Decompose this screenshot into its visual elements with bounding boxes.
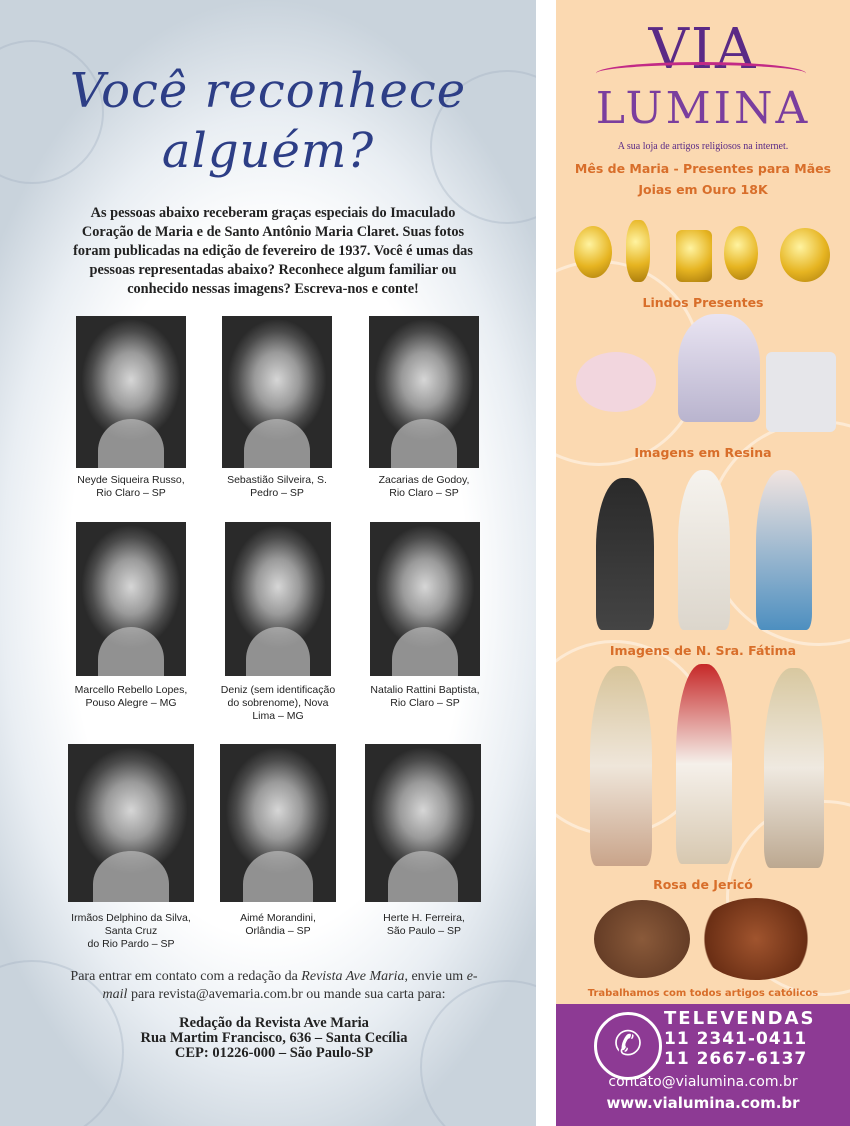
person-photo [370,522,480,676]
gift-item-icon [766,352,836,432]
mailing-address: Redação da Revista Ave Maria Rua Martim Francisco, 636 – Santa Cecília CEP: 01226-000 – São Paulo-SP [140,1015,408,1061]
person-photo [369,316,479,468]
person-photo [76,316,186,468]
phone-number-1[interactable]: 11 2341-0411 [664,1029,808,1049]
logo-via: VIA [648,17,758,82]
rose-of-jericho-open [696,898,816,980]
via-lumina-ad[interactable] [556,0,850,1126]
fatima-statue [676,664,732,864]
fatima-statue [590,666,652,866]
ad-email-link[interactable]: contato@vialumina.com.br [608,1074,798,1090]
fatima-statue [678,470,730,630]
person-caption: Zacarias de Godoy, Rio Claro – SP [378,474,470,499]
person-caption: Natalio Rattini Baptista, Rio Claro – SP [370,684,480,709]
person-photo [76,522,186,676]
logo-swoosh [596,62,806,85]
person-photo [220,744,336,902]
person-caption: Marcello Rebello Lopes, Pouso Alegre – MG [74,684,188,709]
article-title-line1: Você reconhece [69,63,467,119]
gold-medal-icon [574,226,612,278]
section-rose: Rosa de Jericó [653,877,753,892]
ad-footer-note: Trabalhamos com todos artigos católicos [587,988,819,999]
phone-icon: ✆ [594,1012,662,1080]
contact-text: Para entrar em contato com a redação da Revista Ave Maria, envie um e-mail para revista@avemaria.com.br ou mande sua carta para: [70,969,478,1002]
article-title-line2: alguém? [161,123,375,179]
gold-medal-icon [780,228,830,282]
fatima-statue [764,668,824,868]
person-caption: Aimé Morandini, Orlândia – SP [240,912,316,937]
person-caption: Neyde Siqueira Russo, Rio Claro – SP [77,474,185,499]
televendas-label: TELEVENDAS [664,1008,816,1029]
phone-number-2[interactable]: 11 2667-6137 [664,1049,808,1069]
gold-medal-icon [676,230,712,282]
sacred-heart-statue [756,470,812,630]
saint-statue [596,478,654,630]
person-photo [365,744,481,902]
mary-bust-statue [678,314,760,422]
rosary-box-icon [576,352,656,412]
person-caption: Sebastião Silveira, S. Pedro – SP [227,474,327,499]
logo-lumina: LUMINA [595,83,811,134]
gold-pendant-icon [626,220,650,282]
article-intro: As pessoas abaixo receberam graças especiais do Imaculado Coração de Maria e de Santo Antônio Maria Claret. Suas fotos foram publicadas na edição de fevereiro de 1937. Você é umas das pessoas representadas abaixo? Reconhece algum familiar ou conhecido nessas imagens? Escreva-nos e conte! [73,205,473,297]
gold-medal-icon [724,226,758,280]
ad-tagline: A sua loja de artigos religiosos na internet. [617,141,789,152]
rose-of-jericho-dry [594,900,690,978]
person-caption: Herte H. Ferreira, São Paulo – SP [383,912,465,937]
ad-website-link[interactable]: www.vialumina.com.br [606,1094,800,1112]
section-resin: Imagens em Resina [634,445,772,460]
section-gifts: Lindos Presentes [642,295,764,310]
person-photo [225,522,331,676]
group-photo [68,744,194,902]
person-photo [222,316,332,468]
ad-subheadline: Joias em Ouro 18K [638,182,768,197]
person-caption: Deniz (sem identificação do sobrenome), Nova Lima – MG [220,684,336,722]
section-fatima: Imagens de N. Sra. Fátima [609,643,797,658]
person-caption: Irmãos Delphino da Silva, Santa Cruz do Rio Pardo – SP [71,912,191,950]
ad-headline: Mês de Maria - Presentes para Mães [574,161,832,176]
